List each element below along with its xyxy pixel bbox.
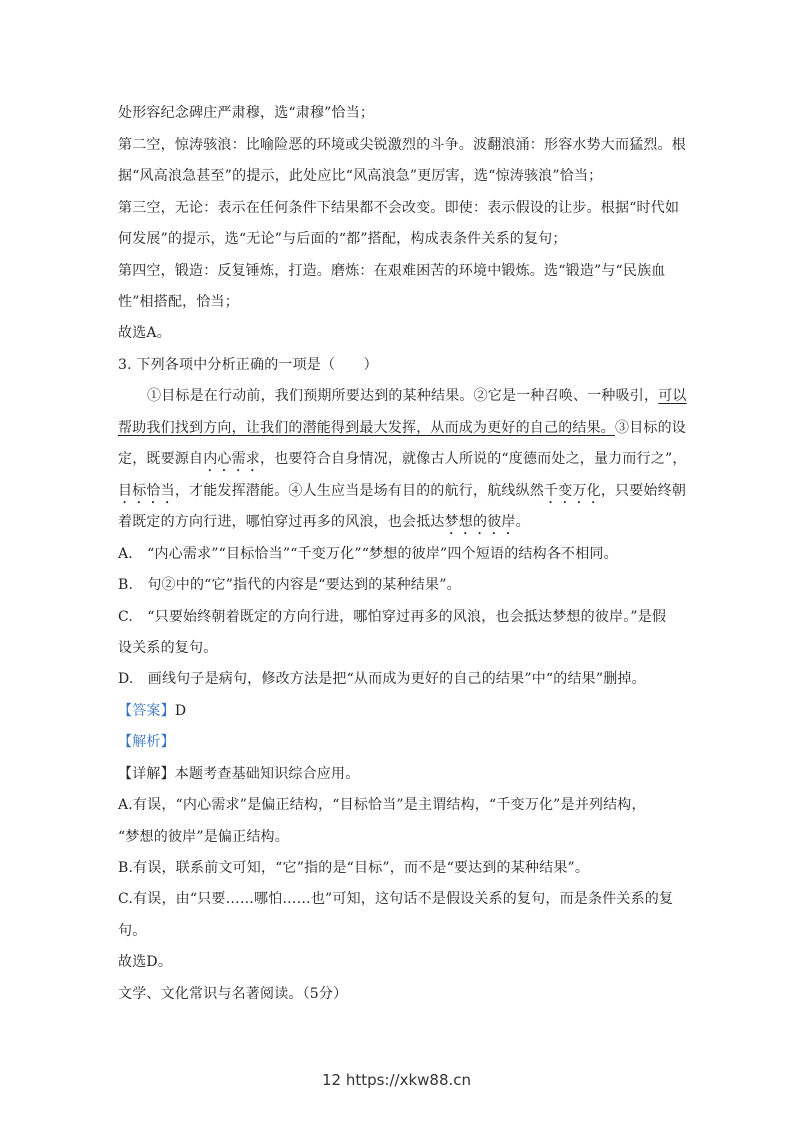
passage-text: ，只要始终朝 — [600, 483, 687, 499]
option-d: D. 画线句子是病句，修改方法是把“从而成为更好的自己的结果”中“的结果”删掉。 — [118, 671, 646, 687]
text-line: A.有误，“内心需求”是偏正结构，“目标恰当”是主谓结构，“千变万化”是并列结构， — [118, 797, 646, 813]
analysis-label: 【解析】 — [118, 734, 175, 750]
passage-text: 定，既要源自 — [118, 451, 204, 467]
passage-text: ①目标是在行动前，我们预期所要达到的某种结果。②它是一种召唤、一种吸引， — [147, 388, 659, 404]
text-line: 第四空，锻造：反复锤炼，打造。磨炼：在艰难困苦的环境中锻炼。选“锻造”与“民族血 — [118, 263, 666, 279]
answer-line — [118, 701, 186, 721]
passage-text: ，也要符合自身情况，就像古人所说的“度德而处之，量力而行之”， — [260, 451, 687, 467]
text-line: 据“风高浪急甚至”的提示，此处应比“风高浪急”更厉害，选“惊涛骇浪”恰当； — [118, 168, 603, 184]
section-heading: 文学、文化常识与名著阅读。（5分） — [118, 986, 348, 1002]
text-line: 故选D。 — [118, 954, 173, 970]
emphasized-text: 梦想的彼岸 — [444, 514, 516, 530]
text-line: 何发展”的提示，选“无论”与后面的“都”搭配，构成表条件关系的复句； — [118, 231, 567, 247]
emphasized-text: 内心需求 — [203, 451, 261, 467]
passage-text: ③目标的设 — [615, 420, 686, 436]
option-b: B. 句②中的“它”指代的内容是“要达到的某种结果”。 — [118, 577, 461, 593]
text-line: B.有误，联系前文可知，“它”指的是“目标”，而不是“要达到的某种结果”。 — [118, 860, 590, 876]
text-line: 第二空，惊涛骇浪：比喻险恶的环境或尖锐激烈的斗争。波翻浪涌：形容水势大而猛烈。根 — [118, 137, 686, 153]
text-line: “梦想的彼岸”是偏正结构。 — [118, 829, 289, 845]
page-footer: 12 https://xkw88.cn — [321, 1071, 472, 1089]
passage-line — [118, 481, 686, 507]
text-line: 故选A。 — [118, 325, 171, 341]
emphasized-text: 目标恰当 — [118, 483, 175, 499]
emphasized-text: 千变万化 — [544, 483, 601, 499]
passage-line — [118, 512, 530, 538]
text-line: 第三空，无论：表示在任何条件下结果都不会改变。即使：表示假设的让步。根据“时代如 — [118, 200, 680, 216]
passage-line — [147, 386, 687, 406]
underlined-text: 可以 — [658, 388, 687, 404]
text-line: 句。 — [118, 923, 147, 939]
question-title: 3. 下列各项中分析正确的一项是（ ） — [118, 357, 378, 373]
answer-value: D — [174, 703, 187, 719]
passage-text: 。 — [515, 514, 530, 530]
passage-text: ，才能发挥潜能。④人生应当是场有目的的航行，航线纵然 — [174, 483, 545, 499]
detail-line: 【详解】本题考查基础知识综合应用。 — [118, 766, 360, 782]
option-c-cont: 设关系的复句。 — [118, 640, 218, 656]
passage-line — [118, 418, 686, 438]
answer-label: 【答案】 — [118, 703, 175, 719]
option-a: A. “内心需求”“目标恰当”“千变万化”“梦想的彼岸”四个短语的结构各不相同。 — [118, 546, 618, 562]
option-c: C. “只要始终朝着既定的方向行进，哪怕穿过再多的风浪，也会抵达梦想的彼岸。”是假 — [118, 609, 667, 625]
underlined-text: 帮助我们找到方向，让我们的潜能得到最大发挥，从而成为更好的自己的结果。 — [118, 420, 615, 436]
text-line: 性”相搭配，恰当； — [118, 294, 239, 310]
text-line: C.有误，由“只要……哪怕……也”可知，这句话不是假设关系的复句，而是条件关系的复 — [118, 891, 674, 907]
passage-text: 着既定的方向行进，哪怕穿过再多的风浪，也会抵达 — [118, 514, 445, 530]
text-line: 处形容纪念碑庄严肃穆，选“肃穆”恰当； — [118, 105, 375, 121]
passage-line — [118, 449, 687, 475]
